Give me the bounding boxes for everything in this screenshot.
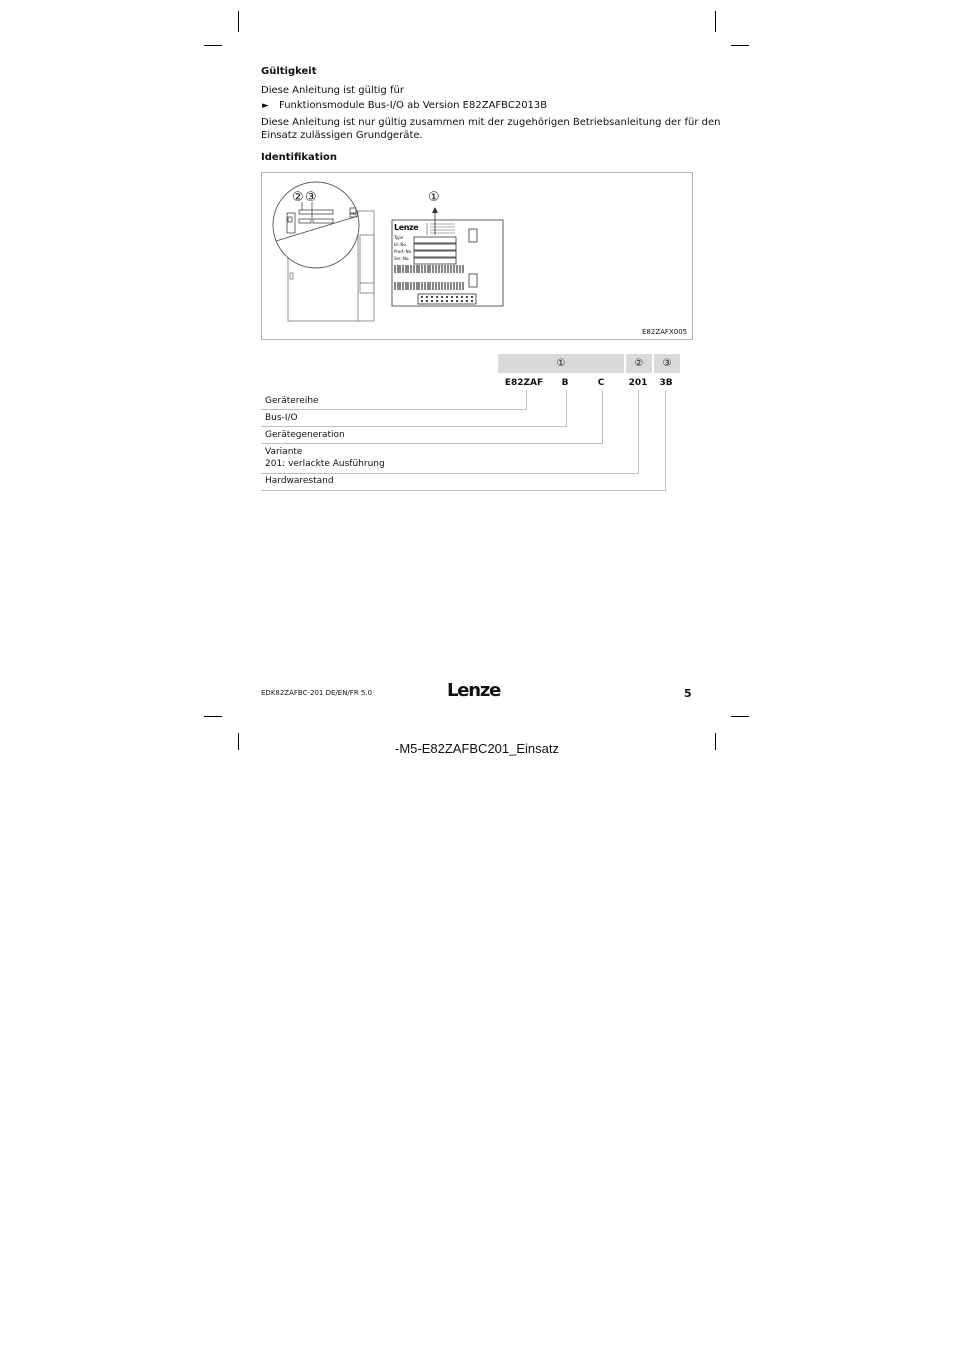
footer-logo: Lenze bbox=[447, 680, 501, 701]
nameplate-field-ser: Ser.-No. bbox=[394, 256, 410, 261]
divider-series bbox=[261, 409, 527, 410]
callout-3: ③ bbox=[305, 190, 317, 205]
footer-doc-id: EDK82ZAFBC-201 DE/EN/FR 5.0 bbox=[261, 689, 373, 697]
crop-mark bbox=[204, 716, 222, 717]
validity-note-line1: Diese Anleitung ist nur gültig zusammen mit der zugehörigen Betriebsanleitung der für den bbox=[261, 117, 721, 128]
divider-generation bbox=[261, 443, 603, 444]
type-code-header-3: ③ bbox=[654, 354, 680, 373]
page-number: 5 bbox=[684, 687, 692, 700]
code-series: E82ZAF bbox=[504, 378, 544, 388]
crop-mark bbox=[238, 11, 239, 32]
connector-generation bbox=[602, 390, 603, 444]
crop-mark bbox=[731, 716, 749, 717]
validity-note-line2: Einsatz zulässigen Grundgeräte. bbox=[261, 130, 423, 141]
crop-mark bbox=[731, 45, 749, 46]
connector-hardware bbox=[665, 390, 666, 491]
validity-intro: Diese Anleitung ist gültig für bbox=[261, 85, 404, 96]
nameplate-field-type: Type bbox=[394, 235, 404, 240]
connector-variant bbox=[638, 390, 639, 474]
bullet-arrow-icon: ► bbox=[262, 101, 269, 111]
type-code-header-2: ② bbox=[626, 354, 652, 373]
nameplate-field-id: Id.-No. bbox=[394, 242, 408, 247]
nameplate-field-prod: Prod.-No. bbox=[394, 249, 413, 254]
type-code-header-1: ① bbox=[498, 354, 624, 373]
row-label-type: Bus-I/O bbox=[265, 413, 298, 423]
identification-heading: Identifikation bbox=[261, 152, 337, 163]
validity-bullet: Funktionsmodule Bus-I/O ab Version E82ZAFBC2013B bbox=[279, 100, 548, 111]
crop-mark bbox=[715, 11, 716, 32]
callout-1: ① bbox=[428, 190, 440, 205]
figure-id: E82ZAFX005 bbox=[642, 328, 688, 336]
divider-hardware bbox=[261, 490, 666, 491]
connector-series bbox=[526, 390, 527, 410]
validity-heading: Gültigkeit bbox=[261, 66, 317, 77]
row-label-variant: Variante bbox=[265, 447, 303, 457]
divider-variant bbox=[261, 473, 639, 474]
row-label-hardware: Hardwarestand bbox=[265, 476, 334, 486]
file-name: -M5-E82ZAFBC201_Einsatz bbox=[394, 741, 559, 756]
crop-mark bbox=[204, 45, 222, 46]
callout-2: ② bbox=[292, 190, 304, 205]
code-variant: 201 bbox=[628, 378, 648, 388]
code-hardware: 3B bbox=[659, 378, 673, 388]
code-generation: C bbox=[597, 378, 605, 388]
row-label-series: Gerätereihe bbox=[265, 396, 319, 406]
row-label-variant-detail: 201: verlackte Ausführung bbox=[265, 459, 385, 469]
row-label-generation: Gerätegeneration bbox=[265, 430, 345, 440]
divider-type bbox=[261, 426, 567, 427]
connector-type bbox=[566, 390, 567, 427]
nameplate-logo: Lenze bbox=[394, 223, 419, 232]
module-drawing bbox=[262, 173, 692, 339]
code-type: B bbox=[561, 378, 569, 388]
